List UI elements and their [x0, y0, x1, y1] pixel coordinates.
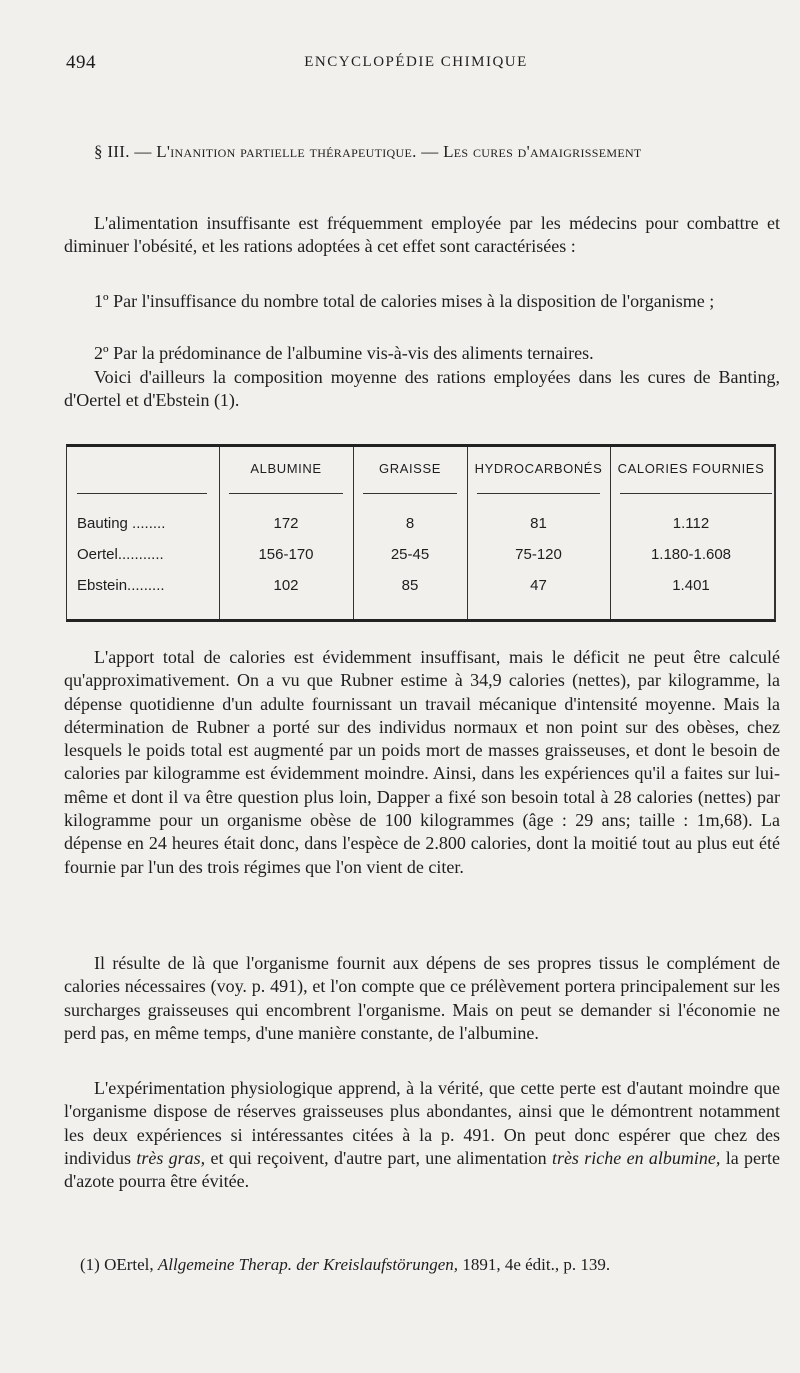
cell-graisse: 8 — [405, 515, 415, 532]
cell-calories: 1.112 — [672, 515, 710, 532]
row-name-oertel: Oertel........... — [77, 546, 164, 563]
paragraph-complement: Il résulte de là que l'organisme fournit aux dépens de ses propres tissus le complément de calories nécessaires (voy. p. 491), et l'on compte que ce prélèvement portera principalement sur les surcharges graisseuses qui encombrent l'organisme. Mais on peut se demander si l'économie ne perd pas, en même temps, d'une manière constante, de l'albumine. — [64, 953, 780, 1043]
section-heading — [94, 142, 774, 162]
paragraph-item-2: 2º Par la prédominance de l'albumine vis-à-vis des aliments ternaires. — [94, 343, 594, 363]
text-run: L'expérimentation physiologique apprend, à la vérité, que cette perte est d'autant moindre que l'organisme dispose de réserves graisseuses plus abondantes, ainsi que le démontrent notamment les deux expériences si intéressantes citées à la p. 491. On peut donc espérer que chez des individus — [64, 1078, 780, 1168]
col-header-graisse: GRAISSE — [379, 461, 441, 476]
footnote-author: OErtel, — [104, 1255, 154, 1274]
footnote — [80, 1255, 780, 1275]
table-rule — [229, 493, 343, 494]
cell-hydrocarbones: 81 — [530, 515, 547, 532]
row-name-ebstein: Ebstein......... — [77, 577, 165, 594]
cell-albumine: 102 — [273, 577, 299, 594]
emphasis-riche-albumine: très riche en albumine, — [551, 1147, 721, 1168]
col-header-hydrocarbones: HYDROCARBONÉS — [474, 461, 603, 476]
col-header-albumine: ALBUMINE — [250, 461, 322, 476]
section-number: § III. — — [94, 142, 152, 161]
text-run: et qui reçoivent, d'autre part, une alimentation — [210, 1147, 547, 1168]
emphasis-tres-gras: très gras, — [136, 1147, 206, 1168]
text-run: la perte d'azote pourra être évitée. — [64, 1147, 781, 1192]
cell-calories: 1.401 — [672, 577, 710, 594]
table-rule — [363, 493, 457, 494]
page-number: 494 — [66, 52, 96, 73]
cell-graisse: 25-45 — [390, 546, 430, 563]
footnote-details: 1891, 4e édit., p. 139. — [462, 1255, 611, 1274]
cell-albumine: 156-170 — [258, 546, 314, 563]
section-title-separator: — — [421, 142, 439, 161]
paragraph-item-1: 1º Par l'insuffisance du nombre total de calories mises à la disposition de l'organisme ; — [94, 291, 715, 311]
cell-albumine: 172 — [273, 515, 299, 532]
rations-table — [66, 444, 776, 622]
section-title-part1: L'inanition partielle thérapeutique. — [156, 142, 417, 161]
table-rule — [77, 493, 207, 494]
footnote-mark: (1) — [80, 1255, 100, 1274]
paragraph-experimentation — [64, 1077, 780, 1193]
row-name-banting: Bauting ........ — [77, 515, 166, 532]
running-title: ENCYCLOPÉDIE CHIMIQUE — [304, 54, 528, 70]
cell-hydrocarbones: 47 — [530, 577, 547, 594]
paragraph-intro: L'alimentation insuffisante est fréquemment employée par les médecins pour combattre et diminuer l'obésité, et les rations adoptées à cet effet sont caractérisées : — [64, 213, 780, 257]
cell-hydrocarbones: 75-120 — [515, 546, 562, 563]
table-rule — [477, 493, 600, 494]
footnote-title: Allgemeine Therap. der Kreislaufstörungen, — [157, 1255, 459, 1274]
running-header — [66, 52, 766, 80]
section-title-part2: Les cures d'amaigrissement — [443, 142, 642, 161]
paragraph-calories: L'apport total de calories est évidemment insuffisant, mais le déficit ne peut être calculé qu'approximativement. On a vu que Rubner estime à 34,9 calories (nettes), par kilogramme, la dépense quotidienne d'un adulte fournissant un travail mécanique d'intensité moyenne. Mais la détermination de Rubner a porté sur des individus normaux et non point sur des obèses, chez lesquels le poids total est augmenté par un poids mort de masses graisseuses, et dont le besoin de calories par kilogramme est évidemment moindre. Ainsi, dans les expériences qu'il a faites sur lui-même et dont il va être question plus loin, Dapper a fixé son besoin total à 28 calories (nettes) par kilogramme pour un organisme obèse de 100 kilogrammes (âge : 29 ans; taille : 1m,68). La dépense en 24 heures était donc, dans l'espèce de 2.800 calories, dont la moitié tout au plus eut été fournie par l'un des trois régimes que l'on vient de citer. — [64, 647, 780, 877]
paragraph-table-intro: Voici d'ailleurs la composition moyenne des rations employées dans les cures de Banting, d'Oertel et d'Ebstein (1). — [64, 367, 780, 411]
cell-graisse: 85 — [401, 577, 419, 594]
cell-calories: 1.180-1.608 — [650, 546, 732, 563]
col-header-calories: CALORIES FOURNIES — [617, 461, 765, 476]
table-rule — [620, 493, 772, 494]
